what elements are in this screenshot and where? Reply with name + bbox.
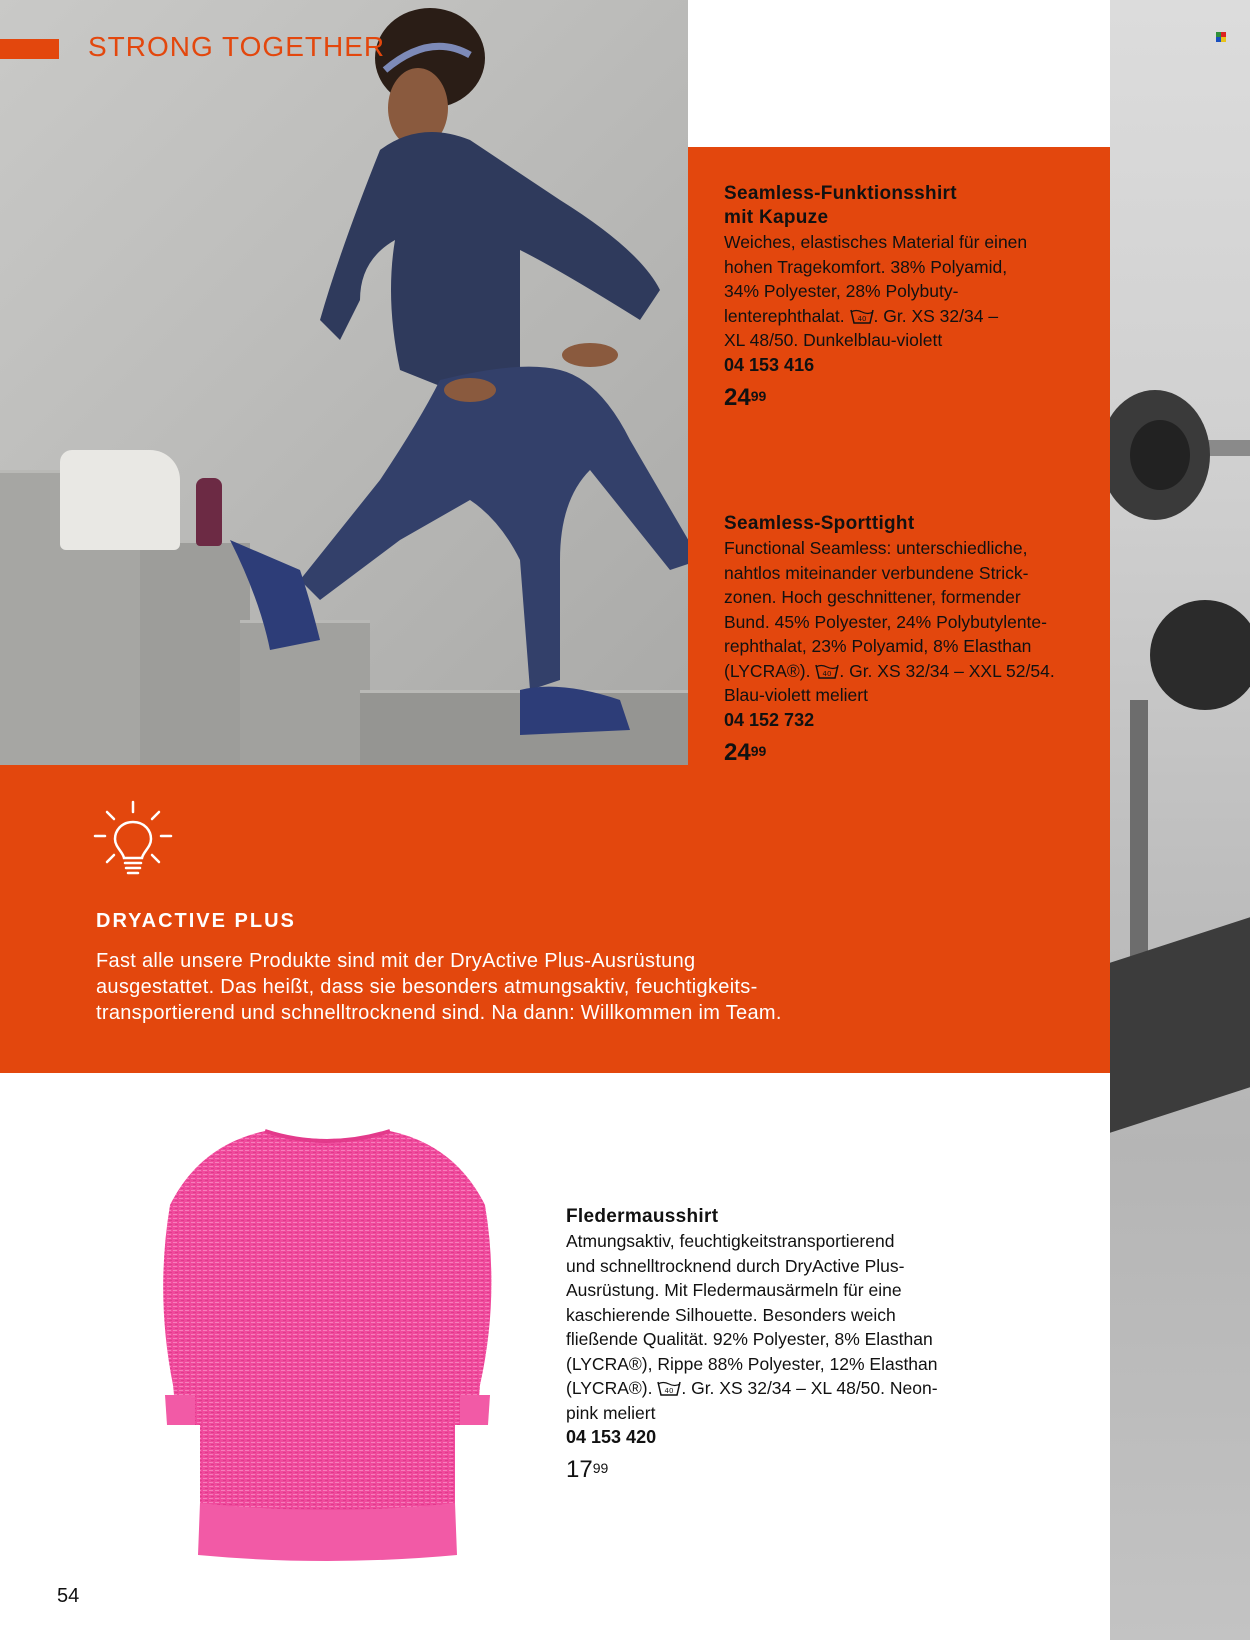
product-desc-line: Blau-violett meliert [724, 685, 868, 705]
product-desc-line: zonen. Hoch geschnittener, formender [724, 587, 1021, 607]
header-accent-bar [0, 39, 59, 59]
dryactive-text-line: Fast alle unsere Produkte sind mit der DryActive Plus-Ausrüstung [96, 950, 696, 972]
product-desc-line: 34% Polyester, 28% Polybuty- [724, 281, 959, 301]
price-cents: 99 [750, 742, 767, 759]
care-temp-label: 40 [664, 1387, 674, 1395]
product-desc-line: lenterephthalat. [724, 305, 845, 326]
product-desc-line: Weiches, elastisches Material für einen [724, 232, 1028, 252]
price-main: 17 [566, 1456, 593, 1483]
product-desc-line: (LYCRA®), Rippe 88% Polyester, 12% Elasthan [566, 1353, 938, 1374]
product-desc-line-with-care: lenterephthalat. 40 . Gr. XS 32/34 – [724, 305, 999, 326]
product-desc-line: und schnelltrocknend durch DryActive Plus- [566, 1255, 905, 1276]
washing-care-icon [657, 1380, 681, 1396]
product-desc-line: Bund. 45% Polyester, 24% Polybutylente- [724, 611, 1047, 632]
product-hooded-shirt [724, 182, 1094, 413]
page-number: 54 [57, 1585, 80, 1607]
product-price [566, 1455, 1016, 1485]
lightbulb-icon [93, 800, 173, 878]
product-sizes: Gr. XS 32/34 – XXL 52/54. [849, 660, 1055, 681]
product-desc-line: kaschierende Silhouette. Besonders weich [566, 1304, 896, 1325]
price-main: 24 [724, 383, 751, 411]
athlete-figure [0, 0, 688, 765]
product-desc-line: Functional Seamless: unterschiedliche, [724, 538, 1028, 558]
product-desc-line: rephthalat, 23% Polyamid, 8% Elasthan [724, 636, 1032, 656]
product-sizes: Gr. XS 32/34 – XL 48/50. Neon- [691, 1378, 938, 1398]
price-cents: 99 [750, 387, 767, 404]
product-article-number: 04 153 416 [724, 354, 815, 375]
pink-batwing-shirt-image [155, 1125, 500, 1565]
washing-care-icon [815, 663, 839, 679]
dryactive-text-line: transportierend und schnelltrocknend sind. Na dann: Willkommen im Team. [96, 1002, 782, 1024]
product-article-number: 04 153 420 [566, 1427, 657, 1447]
product-sport-tight [724, 512, 1104, 768]
product-title: Seamless-Funktionsshirt [724, 183, 957, 204]
dryactive-title: DRYACTIVE PLUS [96, 910, 296, 932]
product-desc-line: (LYCRA®). [724, 660, 811, 681]
product-title-line-2: mit Kapuze [724, 207, 829, 228]
athlete-photo [0, 0, 688, 765]
product-price [724, 383, 1094, 413]
product-desc-line: nahtlos miteinander verbundene Strick- [724, 562, 1029, 583]
product-desc-line: (LYCRA®). [566, 1378, 653, 1398]
product-desc-line: pink meliert [566, 1402, 656, 1423]
product-price [724, 738, 1104, 768]
product-sizes: Gr. XS 32/34 – [883, 305, 999, 326]
product-desc-line: hohen Tragekomfort. 38% Polyamid, [724, 256, 1008, 277]
dryactive-text [96, 948, 1086, 1026]
product-desc-line: XL 48/50. Dunkelblau-violett [724, 330, 943, 350]
dryactive-text-line: ausgestattet. Das heißt, dass sie besonders atmungsaktiv, feuchtigkeits- [96, 976, 758, 998]
price-cents: 99 [592, 1460, 609, 1476]
color-mark-icon [1216, 32, 1226, 42]
product-batwing-shirt [566, 1205, 1016, 1485]
product-desc-line: Atmungsaktiv, feuchtigkeitstransportierend [566, 1231, 895, 1251]
product-desc-line-with-care: (LYCRA®). 40 . Gr. XS 32/34 – XL 48/50. Neon- [566, 1378, 938, 1398]
washing-care-icon [850, 308, 874, 324]
product-title: Fledermausshirt [566, 1206, 719, 1227]
page-section-title: STRONG TOGETHER [88, 31, 386, 62]
care-temp-label: 40 [822, 669, 832, 678]
product-title: Seamless-Sporttight [724, 513, 915, 534]
product-desc-line: Ausrüstung. Mit Fledermausärmeln für eine [566, 1280, 902, 1300]
product-desc-line: fließende Qualität. 92% Polyester, 8% Elasthan [566, 1329, 933, 1349]
care-temp-label: 40 [857, 314, 866, 323]
product-article-number: 04 152 732 [724, 709, 815, 730]
product-desc-line-with-care: (LYCRA®). 40 . Gr. XS 32/34 – XXL 52/54. [724, 660, 1055, 681]
gym-photo [1110, 0, 1250, 1640]
price-main: 24 [724, 738, 751, 766]
